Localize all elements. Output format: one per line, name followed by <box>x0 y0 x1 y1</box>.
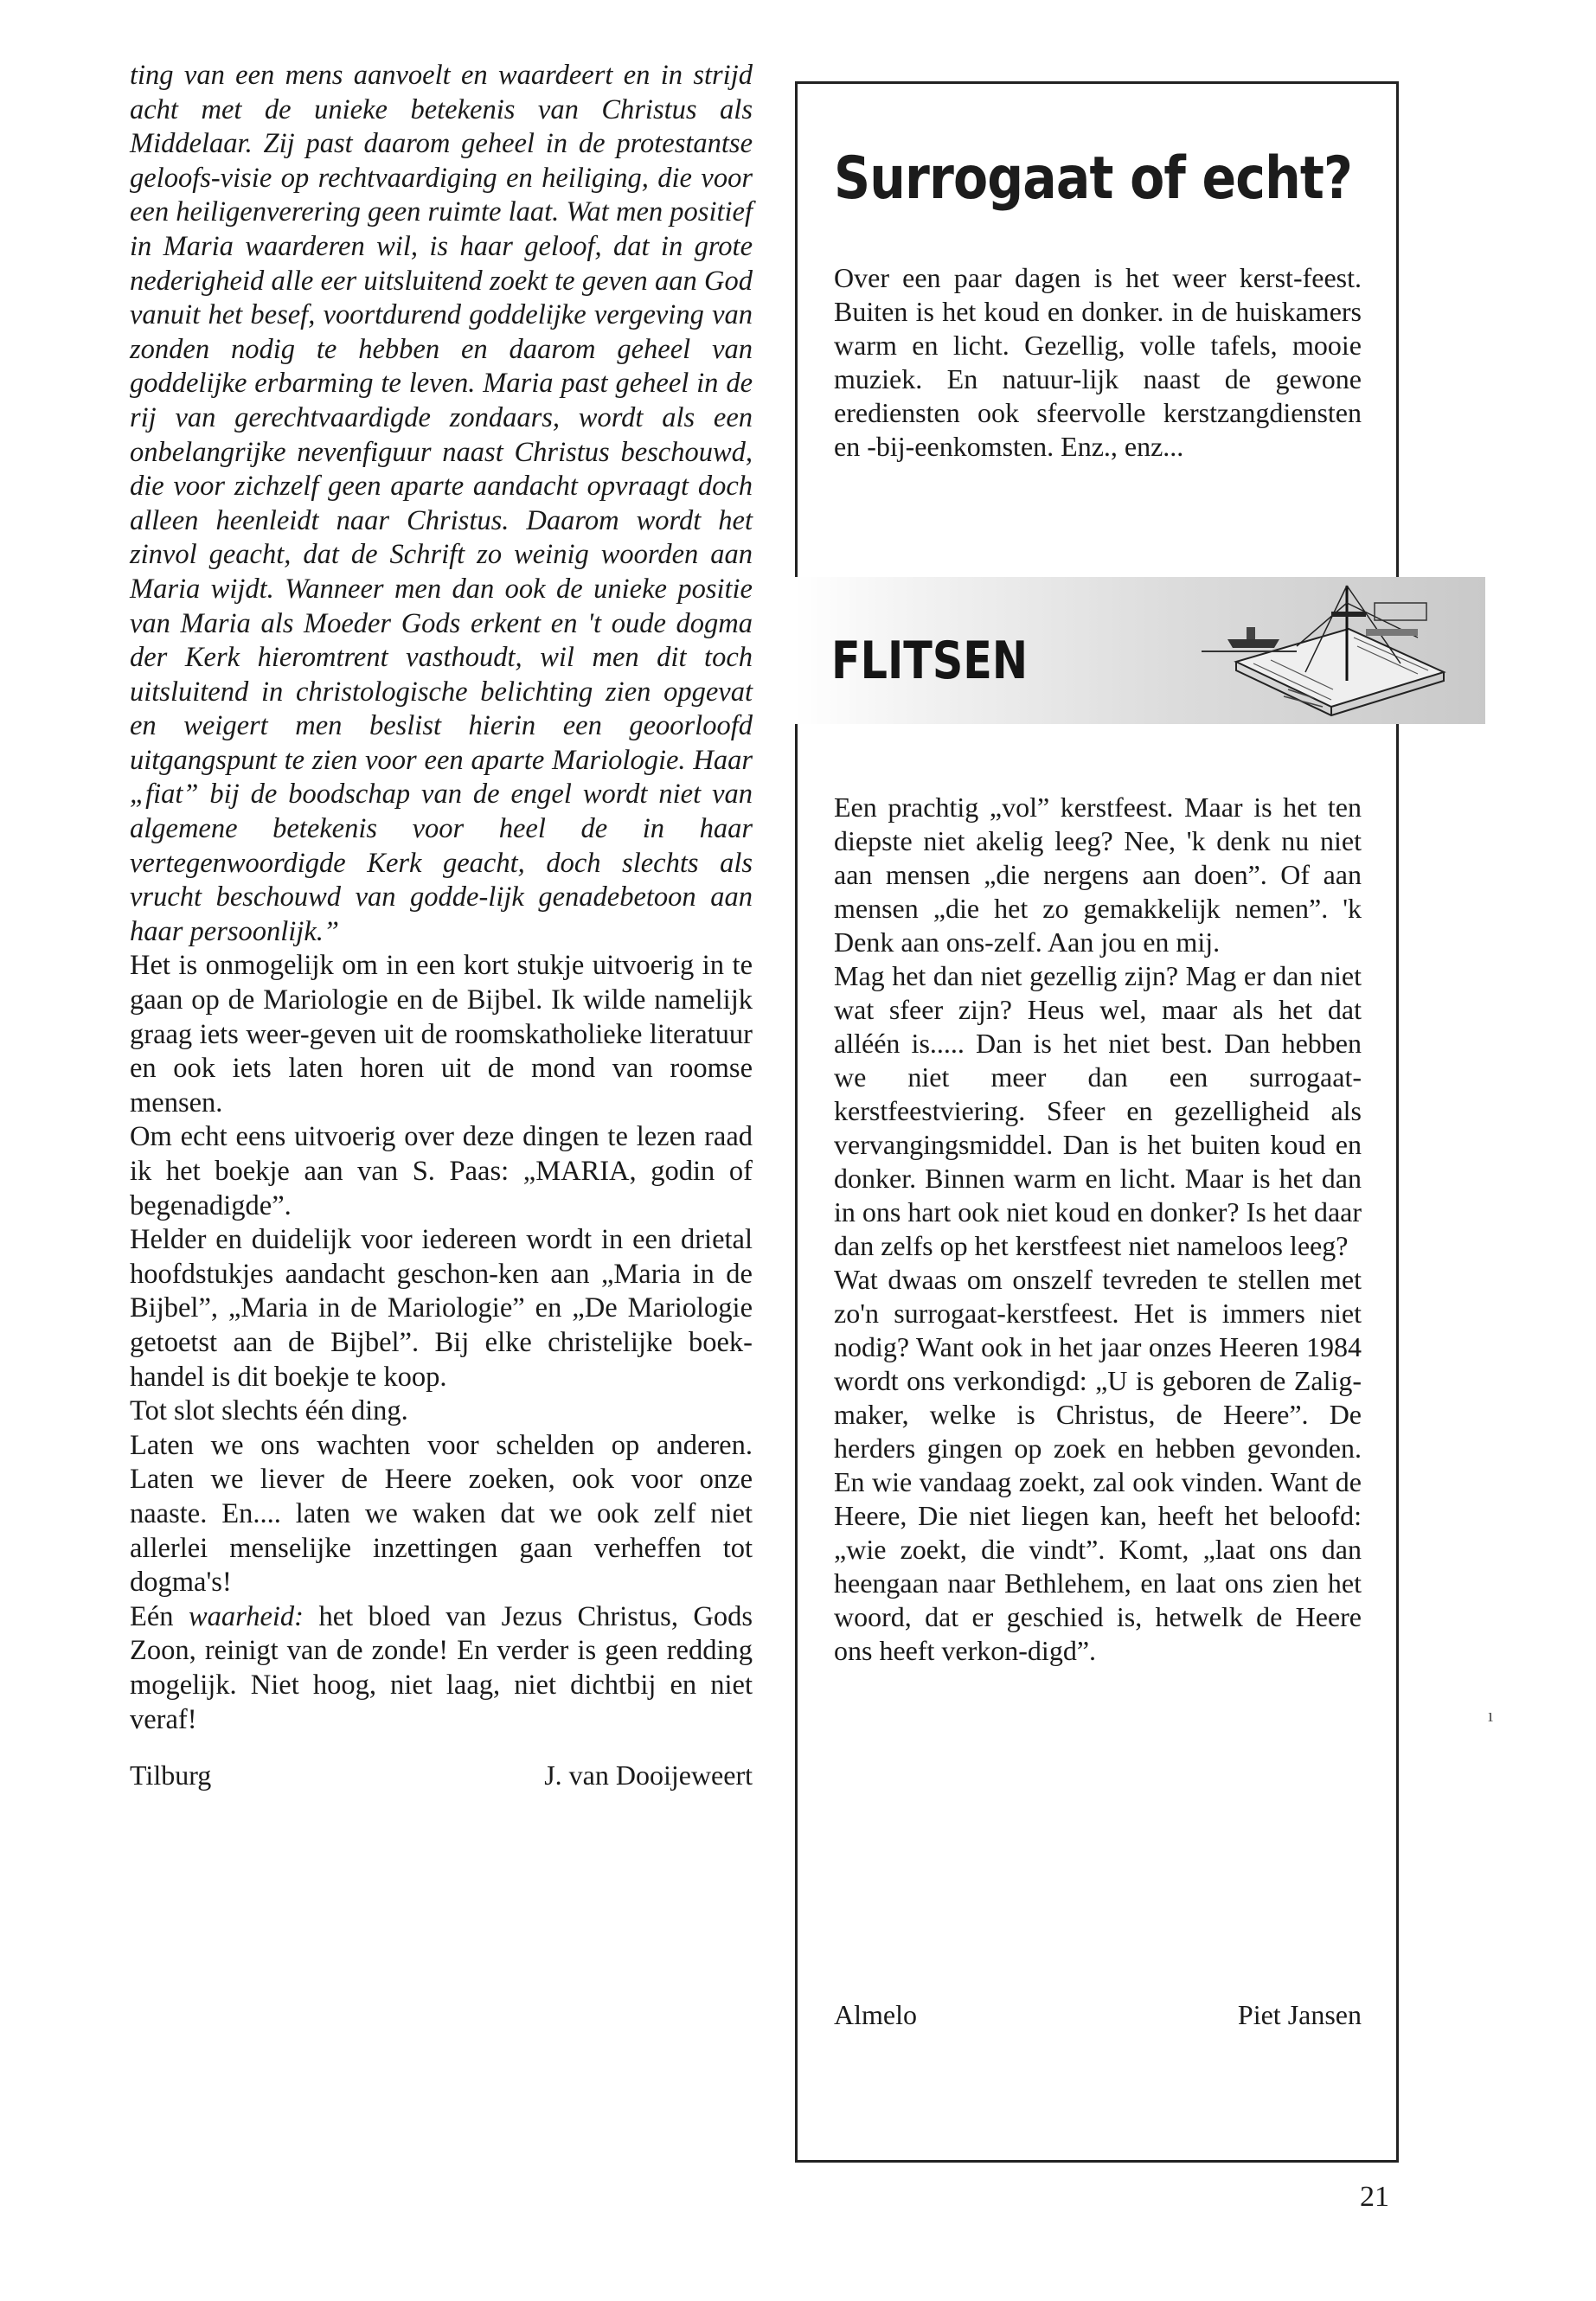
box-paragraph-gezellig: Mag het dan niet gezellig zijn? Mag er dan niet wat sfeer zijn? Heus wel, maar als het dat alléén is..... Dan is het niet best. Dan hebben we niet meer dan een surrogaat-kerstfeestviering. Sfeer en gezelligheid als vervangingsmiddel. Dan is het buiten koud en donker. Binnen warm en licht. Maar is het dan in ons hart ook niet koud en donker? Is het daar dan zelfs op het kerstfeest niet nameloos leeg? <box>834 960 1362 1261</box>
signature-place: Tilburg <box>130 1759 212 1791</box>
paragraph-waarheid <box>130 1600 753 1737</box>
left-column <box>130 59 753 1792</box>
flitsen-label: FLITSEN <box>831 631 1029 691</box>
box-paragraph-vol: Een prachtig „vol” kerstfeest. Maar is het ten diepste niet akelig leeg? Nee, 'k denk nu niet aan mensen „die nergens aan doen”. Of aan mensen „die het zo gemakkelijk nemen”. 'k Denk aan ons-zelf. Aan jou en mij. <box>834 792 1362 958</box>
flitsen-banner <box>795 577 1485 724</box>
box-signature <box>834 1997 1362 2032</box>
paragraph-onmogelijk: Het is onmogelijk om in een kort stukje uitvoerig in te gaan op de Mariologie en de Bijbel. Ik wilde namelijk graag iets weer-geven uit de roomskatholieke literatuur en ook iets laten horen uit de mond van roomse mensen. <box>130 950 753 1118</box>
box-signature-name: Piet Jansen <box>1237 1999 1362 2030</box>
waarheid-italic: waarheid: <box>188 1600 304 1632</box>
page-number: 21 <box>1360 2181 1389 2213</box>
margin-mark: ı <box>1488 1704 1494 1726</box>
signature-name: J. van Dooijeweert <box>544 1759 753 1791</box>
paragraph-tot-slot: Tot slot slechts één ding. <box>130 1395 408 1427</box>
box-intro-wrap <box>834 261 1362 464</box>
paragraph-boekje: Om echt eens uitvoerig over deze dingen te lezen raad ik het boekje aan van S. Paas: „MARIA, godin of begenadigde”. <box>130 1121 753 1221</box>
paragraph-helder: Helder en duidelijk voor iedereen wordt in een drietal hoofdstukjes aandacht geschon-ken aan „Maria in de Bijbel”, „Maria in de Mariologie” en „De Mariologie getoetst aan de Bijbel”. Bij elke christelijke boek-handel is dit boekje te koop. <box>130 1224 753 1393</box>
paragraph-mariologie-quote: ting van een mens aanvoelt en waardeert en in strijd acht met de unieke betekenis van Christus als Middelaar. Zij past daarom geheel in de protestantse geloofs-visie op rechtvaardiging en heiliging, die voor een heiligenverering geen ruimte laat. Wat men positief in Maria waarderen wil, is haar geloof, dat in grote nederigheid alle eer uitsluitend zoekt te geven aan God vanuit het besef, voortdurend goddelijke vergeving van zonden nodig te hebben en daarom geheel van goddelijke erbarming te leven. Maria past geheel in de rij van gerechtvaardigde zondaars, wordt als een onbelangrijke nevenfiguur naast Christus beschouwd, die voor zichzelf geen aparte aandacht opvraagt doch alleen heenleidt naar Christus. Daarom wordt het zinvol geacht, dat de Schrift zo weinig woorden aan Maria wijdt. Wanneer men dan ook de unieke positie van Maria als Moeder Gods erkent en 't oude dogma der Kerk hieromtrent vasthoudt, wil men dit toch uitsluitend in christologische belichting zien opgevat en weigert men beslist hierin een geoorloofd uitgangspunt te zien voor een aparte Mariologie. Haar „fiat” bij de boodschap van de engel wordt niet van algemene betekenis voor heel de in haar vertegenwoordigde Kerk geacht, doch slechts als vrucht beschouwd van godde-lijk genadebetoon aan haar persoonlijk.” <box>130 60 753 947</box>
box-paragraph-dwaas: Wat dwaas om onszelf tevreden te stellen met zo'n surrogaat-kerstfeest. Het is immers niet nodig? Want ook in het jaar onzes Heeren 1984 wordt ons verkondigd: „U is geboren de Zalig-maker, welke is Christus, de Heere”. De herders gingen op zoek en hebben gevonden. En wie vandaag zoekt, zal ook vinden. Want de Heere, Die niet liegen kan, heeft het beloofd: „wie zoekt, die vindt”. Komt, „laat ons dan heengaan naar Bethlehem, en laat ons zien het woord, dat er geschied is, hetwelk de Heere ons heeft verkon-digd”. <box>834 1264 1362 1666</box>
box-body <box>834 791 1362 1668</box>
surrogaat-box <box>795 81 1399 2163</box>
waarheid-rest: het bloed van Jezus Christus, Gods Zoon, reinigt van de zonde! En verder is geen redding mogelijk. Niet hoog, niet laag, niet dichtbij en niet veraf! <box>130 1600 753 1735</box>
box-intro: Over een paar dagen is het weer kerst-feest. Buiten is het koud en donker. in de huiskamers warm en licht. Gezellig, volle tafels, mooie muziek. En natuur-lijk naast de gewone erediensten ook sfeervolle kerstzangdiensten en -bij-eenkomsten. Enz., enz... <box>834 262 1362 462</box>
box-signature-place: Almelo <box>834 1999 917 2030</box>
left-signature <box>130 1758 753 1792</box>
paragraph-laten-we: Laten we ons wachten voor schelden op anderen. Laten we liever de Heere zoeken, ook voor onze naaste. En.... laten we waken dat we ook zelf niet allerlei menselijke inzettingen gaan verheffen tot dogma's! <box>130 1429 753 1599</box>
box-title: Surrogaat of echt? <box>834 144 1353 213</box>
waarheid-lead: Eén <box>130 1600 189 1632</box>
ship-book-icon <box>1202 577 1461 724</box>
